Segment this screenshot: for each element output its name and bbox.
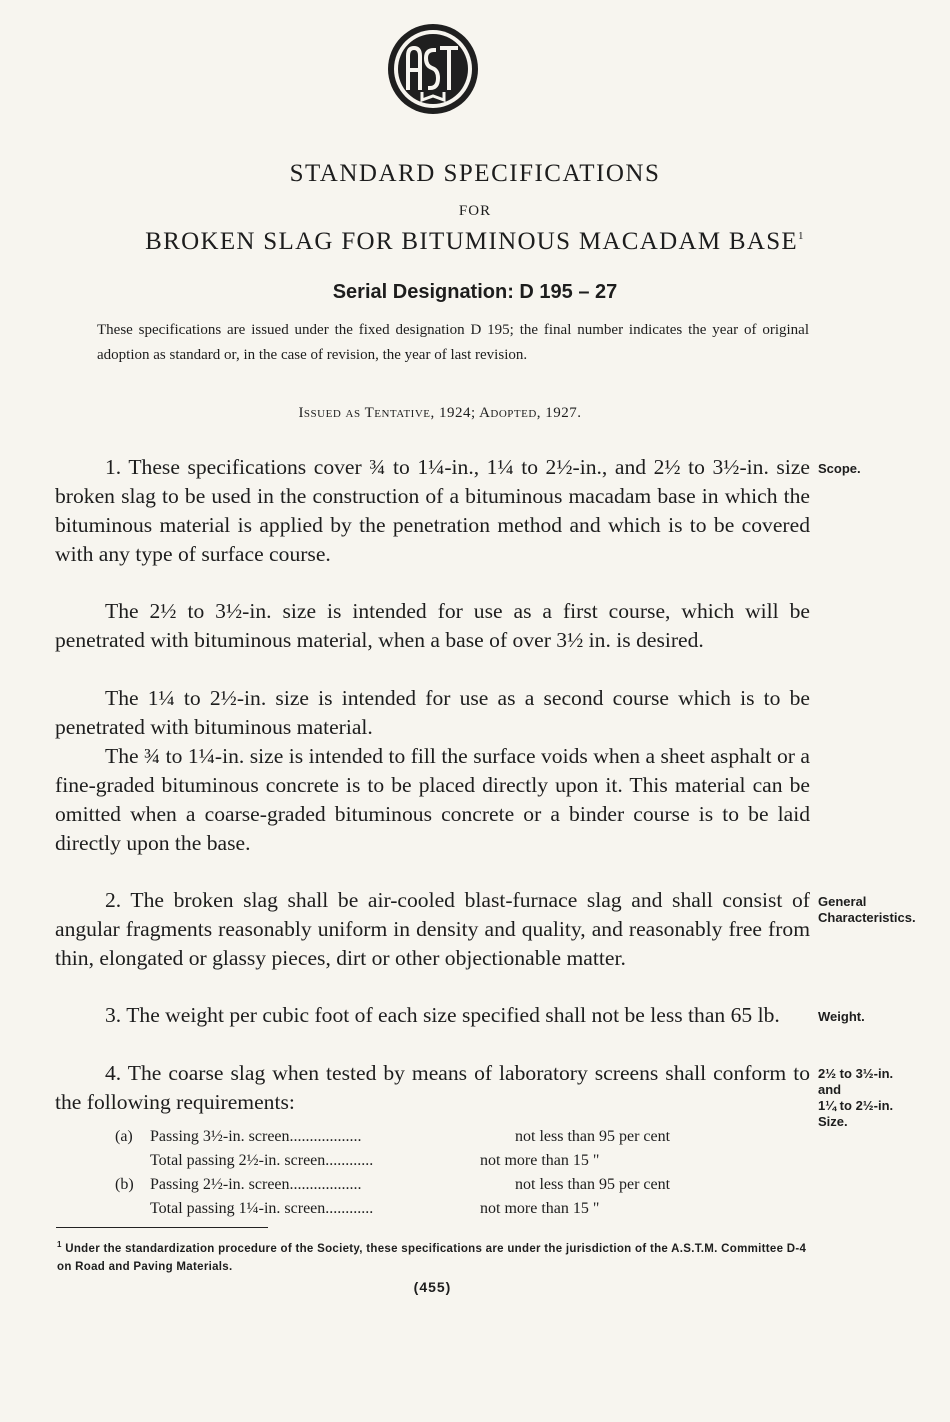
requirement-row	[115, 1197, 765, 1221]
requirement-item: Passing 3½-in. screen..................	[150, 1128, 362, 1145]
astm-logo	[386, 22, 480, 116]
requirement-row	[115, 1173, 765, 1197]
requirements-list	[115, 1125, 765, 1221]
side-note-size-line-3: 1¼ to 2½-in.	[818, 1098, 894, 1113]
side-note-size	[818, 1066, 918, 1130]
requirement-value: not more than 15 "	[480, 1200, 600, 1217]
document-subject	[0, 228, 950, 256]
section-1-paragraph-1: 1. These specifications cover ¾ to 1¼-in., 1¼ to 2½-in., and 2½ to 3½-in. size broken slag to be used in the construction of a bituminous macadam base in which the bituminous material is applied by the penetration method and which is to be covered with any type of surface course.	[55, 455, 810, 566]
requirement-row	[115, 1125, 765, 1149]
document-title: STANDARD SPECIFICATIONS	[289, 160, 661, 187]
section-3: 3. The weight per cubic foot of each size specified shall not be less than 65 lb.	[105, 1003, 780, 1027]
requirement-item: Total passing 2½-in. screen............	[150, 1152, 374, 1169]
side-note-size-line-1: 2½ to 3½-in.	[818, 1066, 894, 1081]
section-4: 4. The coarse slag when tested by means of laboratory screens shall conform to the following requirements:	[55, 1061, 810, 1114]
side-note-general: General Characteristics.	[818, 894, 916, 925]
astm-seal-icon	[386, 22, 480, 116]
section-1-paragraph-4: The ¾ to 1¼-in. size is intended to fill the surface voids when a sheet asphalt or a fine-graded bituminous concrete is to be placed directly upon it. This material can be omitted when a coarse-graded bituminous concrete or a binder course is to be laid directly upon the base.	[55, 744, 810, 855]
section-2: 2. The broken slag shall be air-cooled blast-furnace slag and shall consist of angular fragments reasonably uniform in density and quality, and reasonably free from thin, elongated or glassy pieces, dirt or other objectionable matter.	[55, 888, 810, 970]
footnote-divider	[56, 1227, 268, 1228]
side-note-size-line-2: and	[818, 1082, 842, 1097]
page-number: (455)	[413, 1279, 452, 1295]
preface-note: These specifications are issued under the fixed designation D 195; the final number indicates the year of original adoption as standard or, in the case of revision, the year of last revision.	[97, 322, 809, 363]
requirement-value: not less than 95 per cent	[515, 1176, 671, 1193]
issued-line: Issued as Tentative, 1924; Adopted, 1927.	[298, 405, 582, 421]
requirement-label: (b)	[115, 1176, 134, 1193]
subject-text: BROKEN SLAG FOR BITUMINOUS MACADAM BASE	[145, 228, 799, 255]
subject-footnote-mark: 1	[798, 230, 805, 242]
requirement-row	[115, 1149, 765, 1173]
footnote-text: Under the standardization procedure of the Society, these specifications are under the jurisdiction of the A.S.T.M. Committee D-4 on Road and Paving Materials.	[57, 1242, 807, 1273]
section-1-paragraph-2: The 2½ to 3½-in. size is intended for use as a first course, which will be penetrated with bituminous material, when a base of over 3½ in. is desired.	[55, 599, 810, 652]
footnote	[57, 1236, 809, 1276]
side-note-scope: Scope.	[818, 461, 861, 476]
footnote-mark: 1	[57, 1240, 62, 1249]
title-for: FOR	[458, 203, 492, 219]
requirement-item: Passing 2½-in. screen..................	[150, 1176, 362, 1193]
side-note-weight: Weight.	[818, 1009, 865, 1024]
side-note-size-line-4: Size.	[818, 1114, 848, 1129]
serial-designation: Serial Designation: D 195 – 27	[332, 281, 618, 303]
requirement-item: Total passing 1¼-in. screen............	[150, 1200, 374, 1217]
requirement-value: not more than 15 "	[480, 1152, 600, 1169]
section-1-paragraph-3: The 1¼ to 2½-in. size is intended for use as a second course which is to be penetrated with bituminous material.	[55, 686, 810, 739]
requirement-value: not less than 95 per cent	[515, 1128, 671, 1145]
requirement-label: (a)	[115, 1128, 133, 1145]
